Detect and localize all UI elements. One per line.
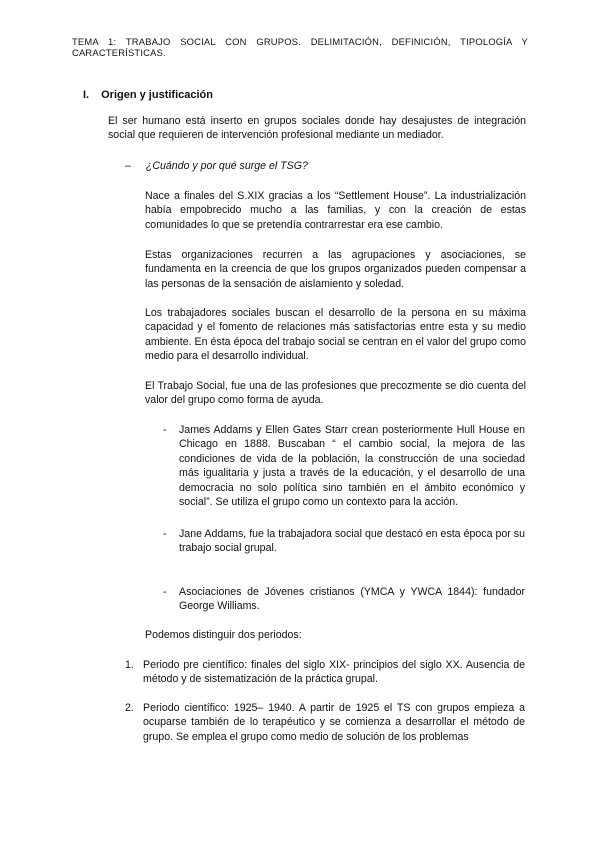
period-item [125,658,525,687]
period-number: 1. [125,659,134,671]
bullet-item [163,423,525,509]
paragraph-settlement: Nace a finales del S.XIX gracias a los “Settlement House”. La industrialización había empobrecido mucho a las familias, y con la creación de estas comunidades lo que se pretendía contrarrestar era ese cambio. [145,190,526,231]
section-title: Origen y justificación [101,89,213,101]
bullet-item [163,585,525,614]
question-line [125,160,308,172]
question-text: ¿Cuándo y por qué surge el TSG? [145,160,308,172]
bullet-marker: - [163,528,167,540]
paragraph-social-workers: Los trabajadores sociales buscan el desarrollo de la persona en su máxima capacidad y el fomento de relaciones más satisfactorias entre esta y su medio ambiente. En ésta época del trabajo social se centran en el valor del grupo como medio para el desarrollo individual. [145,307,526,363]
period-text: Periodo científico: 1925– 1940. A partir de 1925 el TS con grupos empieza a ocuparse también de lo terapéutico y se comienza a desarrollar el método de grupo. Se emplea el grupo como medio de solución de los problemas [143,702,525,743]
periods-intro: Podemos distinguir dos periodos: [145,629,302,641]
period-item [125,701,525,744]
period-number: 2. [125,702,134,714]
section-number: I. [83,89,90,101]
bullet-text: Asociaciones de Jóvenes cristianos (YMCA y YWCA 1844): fundador George Williams. [179,586,525,613]
section-heading [83,89,213,101]
paragraph-organizations: Estas organizaciones recurren a las agrupaciones y asociaciones, se fundamenta en la creencia de que los grupos organizados pueden compensar a las personas de la sensación de aislamiento y soledad. [145,249,526,290]
intro-paragraph: El ser humano está inserto en grupos sociales donde hay desajustes de integración social que requieren de intervención profesional mediante un mediador. [108,115,526,142]
bullet-marker: - [163,586,167,598]
paragraph-social-work: El Trabajo Social, fue una de las profesiones que precozmente se dio cuenta del valor del grupo como forma de ayuda. [145,380,526,407]
document-header: TEMA 1: TRABAJO SOCIAL CON GRUPOS. DELIMITACIÓN, DEFINICIÓN, TIPOLOGÍA Y CARACTERÍSTICAS. [72,36,528,58]
bullet-text: James Addams y Ellen Gates Starr crean posteriormente Hull House en Chicago en 1888. Buscaban “ el cambio social, la mejora de las condiciones de vida de la población, la construcción de una sociedad más igualitaria y justa a través de la educación, y el desarrollo de una democracia no solo política sino también en el ámbito económico y social”. Se utiliza el grupo como un contexto para la acción. [179,424,525,509]
bullet-text: Jane Addams, fue la trabajadora social que destacó en esta época por su trabajo social grupal. [179,528,525,555]
bullet-marker: - [163,424,167,436]
period-text: Periodo pre científico: finales del siglo XIX- principios del siglo XX. Ausencia de método y de sistematización de la práctica grupal. [143,659,525,686]
bullet-item [163,527,525,556]
question-marker: – [125,160,131,172]
